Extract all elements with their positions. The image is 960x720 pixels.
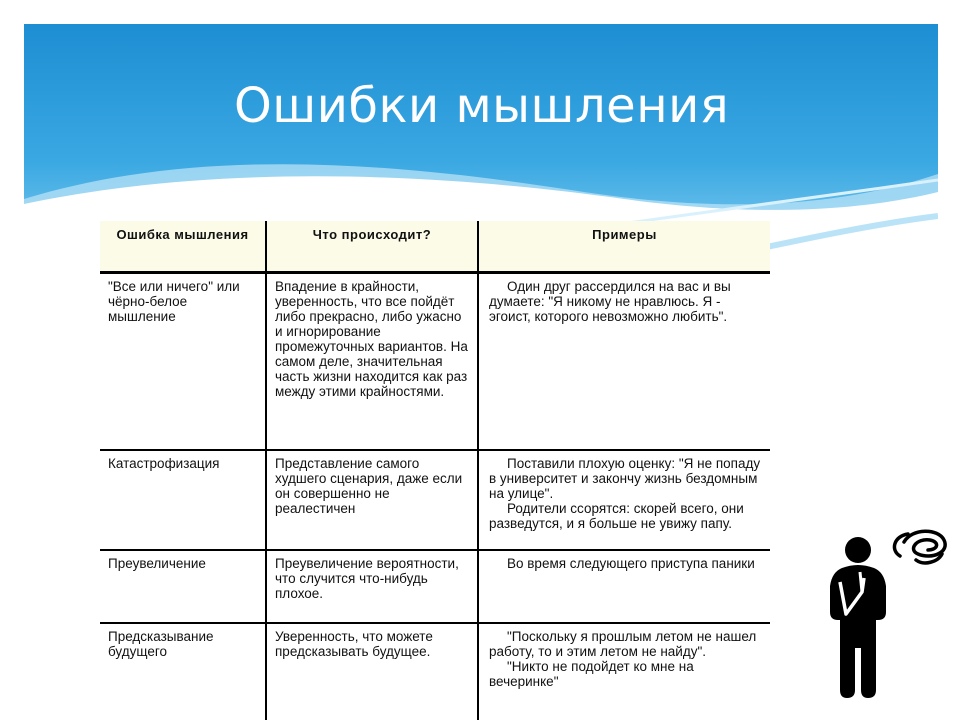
table-row	[100, 273, 770, 451]
table-row	[100, 550, 770, 623]
example-text: Родители ссорятся: скорей всего, они разведутся, и я больше не увижу папу.	[489, 501, 744, 531]
example-text: Поставили плохую оценку: "Я не попаду в университет и закончу жизнь бездомным на улице".	[489, 456, 761, 501]
thinking-errors-table	[100, 221, 770, 720]
examples-cell	[478, 450, 770, 550]
error-cell: "Все или ничего" или чёрно-белое мышление	[100, 273, 266, 451]
column-header-what: Что происходит?	[266, 221, 478, 273]
examples-cell	[478, 550, 770, 623]
table-header-row	[100, 221, 770, 273]
confused-person-icon	[820, 520, 960, 700]
example-text: "Поскольку я прошлым летом не нашел работу, то и этим летом не найду".	[489, 629, 757, 659]
error-cell: Катастрофизация	[100, 450, 266, 550]
table-row	[100, 450, 770, 550]
column-header-examples: Примеры	[478, 221, 770, 273]
what-cell: Впадение в крайности, уверенность, что все пойдёт либо прекрасно, либо ужасно и игнорирование промежуточных вариантов. На самом деле, значительная часть жизни находится как раз между этими крайностями.	[266, 273, 478, 451]
what-cell: Уверенность, что можете предсказывать будущее.	[266, 623, 478, 720]
thinking-errors-table-container	[100, 221, 774, 720]
example-text: Во время следующего приступа паники	[507, 556, 755, 571]
error-cell: Преувеличение	[100, 550, 266, 623]
error-cell: Предсказывание будущего	[100, 623, 266, 720]
what-cell: Преувеличение вероятности, что случится что-нибудь плохое.	[266, 550, 478, 623]
what-cell: Представление самого худшего сценария, даже если он совершенно не реалестичен	[266, 450, 478, 550]
slide-title: Ошибки мышления	[234, 78, 730, 134]
table-row	[100, 623, 770, 720]
examples-cell	[478, 273, 770, 451]
column-header-error: Ошибка мышления	[100, 221, 266, 273]
example-text: "Никто не подойдет ко мне на вечеринке"	[489, 659, 694, 689]
examples-cell	[478, 623, 770, 720]
example-text: Один друг рассердился на вас и вы думаете: "Я никому не нравлюсь. Я - эгоист, которого невозможно любить".	[489, 279, 731, 324]
